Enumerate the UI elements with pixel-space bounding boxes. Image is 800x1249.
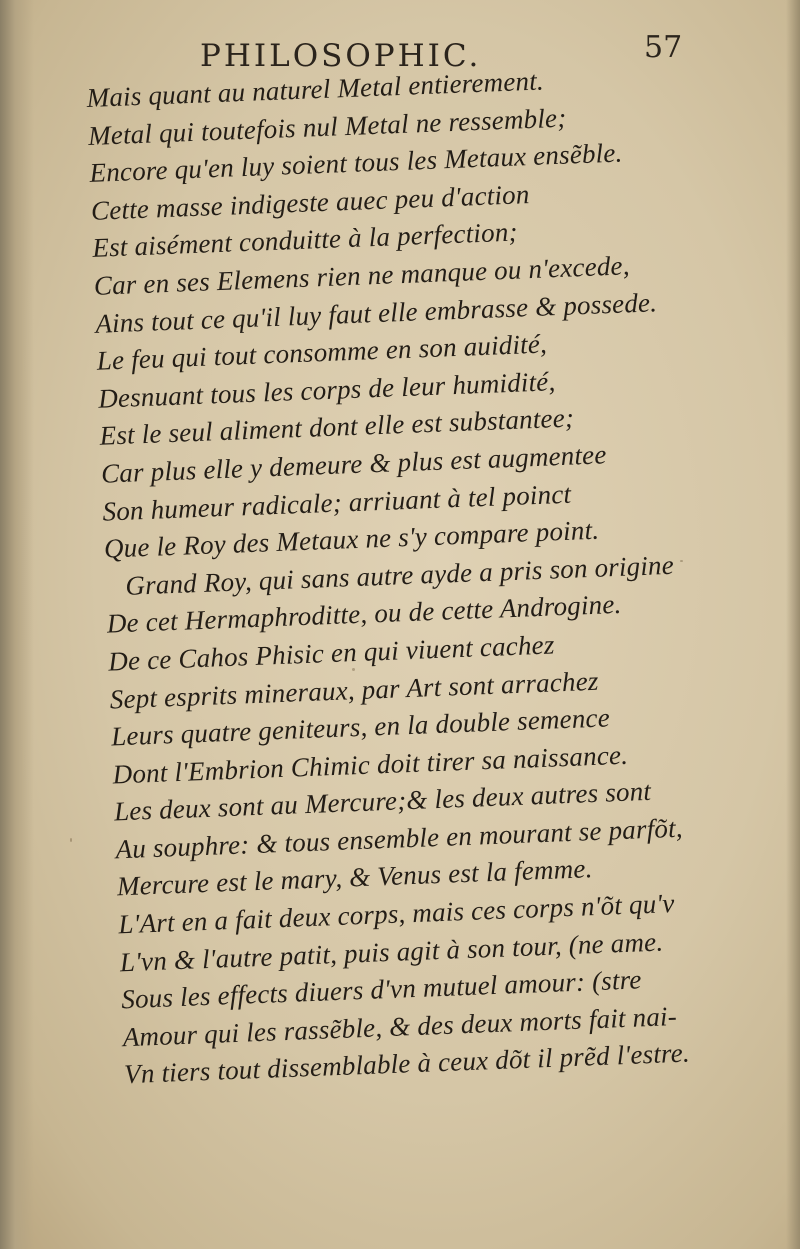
verse-line: Desnuant tous les corps de leur humidité,: [97, 365, 556, 414]
verse-line: Est aisément conduitte à la perfection;: [91, 216, 519, 264]
verse-line: Metal qui toutefois nul Metal ne ressemble;: [87, 102, 567, 151]
verse-line: Car plus elle y demeure & plus est augmentee: [100, 439, 608, 489]
verse-line: Que le Roy des Metaux ne s'y compare point.: [103, 514, 600, 564]
verse-text-block: [86, 54, 800, 1094]
paper-speck: [70, 838, 72, 842]
page-number: 57: [644, 30, 683, 65]
verse-line: Est le seul aliment dont elle est substantee;: [99, 402, 575, 452]
verse-line: De cet Hermaphroditte, ou de cette Androgine.: [106, 589, 622, 639]
binding-gutter-shadow: [0, 0, 34, 1249]
verse-line: Vn tiers tout dissemblable à ceux dõt il prẽd l'estre.: [123, 1037, 691, 1090]
verse-line: L'Art en a fait deux corps, mais ces corps n'õt qu'v: [117, 888, 676, 940]
paper-speck: [680, 560, 683, 562]
verse-line: Ains tout ce qu'il luy faut elle embrasse & possede.: [94, 286, 658, 339]
verse-line: Son humeur radicale; arriuant à tel poinct: [101, 478, 572, 527]
verse-line: Sept esprits mineraux, par Art sont arrachez: [109, 665, 600, 715]
verse-line: Leurs quatre geniteurs, en la double semence: [110, 702, 611, 752]
verse-line: L'vn & l'autre patit, puis agit à son tour, (ne ame.: [119, 926, 664, 977]
verse-line: Les deux sont au Mercure;& les deux autres sont: [113, 776, 652, 827]
verse-line: Cette masse indigeste auec peu d'action: [90, 178, 531, 226]
verse-line: Car en ses Elemens rien ne manque ou n'excede,: [93, 250, 631, 301]
verse-line: Encore qu'en luy soient tous les Metaux ensẽble.: [89, 137, 623, 189]
verse-line: Dont l'Embrion Chimic doit tirer sa naissance.: [112, 739, 629, 790]
verse-line: Au souphre: & tous ensemble en mourant se parfõt,: [114, 812, 684, 865]
running-head: PHILOSOPHIC.: [200, 38, 482, 74]
verse-line: De ce Cahos Phisic en qui viuent cachez: [107, 629, 556, 677]
verse-line: Grand Roy, qui sans autre ayde a pris son origine: [124, 549, 675, 601]
paper-speck: [352, 668, 355, 671]
verse-line: Mais quant au naturel Metal entierement.: [86, 65, 545, 113]
verse-line: Mercure est le mary, & Venus est la femme.: [116, 853, 594, 902]
verse-line: Sous les effects diuers d'vn mutuel amour: (stre: [120, 964, 643, 1015]
verse-line: Amour qui les rassẽble, & des deux morts fait nai-: [122, 1000, 678, 1053]
verse-line: Le feu qui tout consomme en son auidité,: [96, 328, 548, 376]
